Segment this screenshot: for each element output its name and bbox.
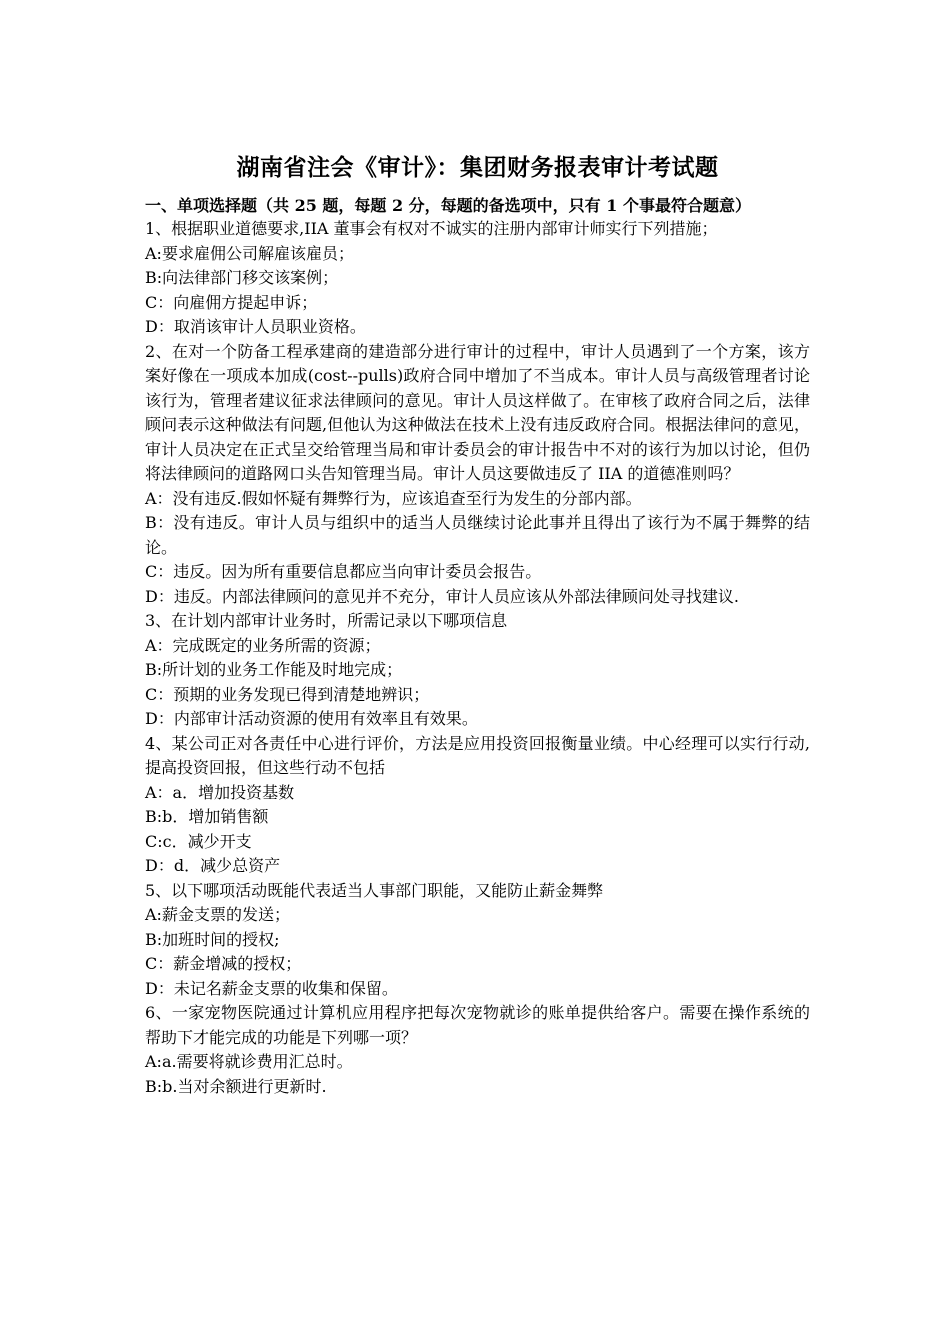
answer-option: D：违反。内部法律顾问的意见并不充分，审计人员应该从外部法律顾问处寻找建议.	[145, 586, 739, 606]
question-block	[145, 879, 810, 1002]
answer-option: B:所计划的业务工作能及时地完成；	[145, 660, 403, 679]
answer-option: D：未记名薪金支票的收集和保留。	[145, 978, 398, 998]
document-title: 湖南省注会《审计》：集团财务报表审计考试题	[236, 154, 719, 181]
question-stem: 1、根据职业道德要求,IIA 董事会有权对不诚实的注册内部审计师实行下列措施；	[145, 219, 718, 238]
answer-option: B:向法律部门移交该案例；	[145, 268, 339, 287]
answer-option: A：a．增加投资基数	[145, 782, 295, 802]
answer-option: B：没有违反。审计人员与组织中的适当人员继续讨论此事并且得出了该行为不属于舞弊的结论。	[145, 513, 810, 557]
question-stem: 2、在对一个防备工程承建商的建造部分进行审计的过程中，审计人员遇到了一个方案，该方案好像在一项成本加成(cost--pulls)政府合同中增加了不当成本。审计人员与高级管理者讨论该行为，管理者建议征求法律顾问的意见。审计人员这样做了。在审核了政府合同之后，法律顾问表示这种做法有问题,但他认为这种做法在技术上没有违反政府合同。根据法律问的意见，审计人员决定在正式呈交给管理当局和审计委员会的审计报告中不对的该行为加以讨论，但仍将法律顾问的道路网口头告知管理当局。审计人员这要做违反了 IIA 的道德准则吗？	[145, 341, 810, 483]
answer-option: C：违反。因为所有重要信息都应当向审计委员会报告。	[145, 562, 542, 581]
question-stem: 6、一家宠物医院通过计算机应用程序把每次宠物就诊的账单提供给客户。需要在操作系统的帮助下才能完成的功能是下列哪一项？	[145, 1003, 810, 1047]
answer-option: A：完成既定的业务所需的资源；	[145, 635, 381, 655]
question-block	[145, 732, 810, 879]
answer-option: A:薪金支票的发送；	[145, 905, 290, 924]
answer-option: A:a.需要将就诊费用汇总时。	[145, 1052, 353, 1071]
answer-option: A：没有违反.假如怀疑有舞弊行为，应该追查至行为发生的分部内部。	[145, 488, 642, 508]
answer-option: C:c．减少开支	[145, 831, 252, 851]
question-stem: 3、在计划内部审计业务时，所需记录以下哪项信息	[145, 611, 508, 630]
question-stem: 4、某公司正对各责任中心进行评价，方法是应用投资回报衡量业绩。中心经理可以实行行动,提高投资回报，但这些行动不包括	[145, 733, 810, 777]
question-block	[145, 217, 810, 340]
question-list	[145, 217, 810, 1099]
question-stem: 5、以下哪项活动既能代表适当人事部门职能，又能防止薪金舞弊	[145, 880, 604, 900]
answer-option: C：预期的业务发现已得到清楚地辨识；	[145, 684, 430, 704]
section-heading: 一、单项选择题（共 25 题，每题 2 分，每题的备选项中，只有 1 个事最符合题意）	[145, 196, 751, 215]
question-block	[145, 609, 810, 732]
answer-option: D：取消该审计人员职业资格。	[145, 317, 366, 336]
answer-option: B:b.当对余额进行更新时.	[145, 1076, 327, 1096]
answer-option: B:b．增加销售额	[145, 807, 269, 826]
answer-option: D：d．减少总资产	[145, 856, 281, 875]
document-page	[145, 148, 810, 1099]
answer-option: B:加班时间的授权;	[145, 929, 280, 949]
answer-option: C：向雇佣方提起申诉；	[145, 292, 318, 312]
answer-option: C：薪金增减的授权；	[145, 954, 302, 973]
question-block	[145, 340, 810, 610]
answer-option: A:要求雇佣公司解雇该雇员；	[145, 243, 354, 263]
answer-option: D：内部审计活动资源的使用有效率且有效果。	[145, 709, 478, 728]
question-block	[145, 1001, 810, 1099]
